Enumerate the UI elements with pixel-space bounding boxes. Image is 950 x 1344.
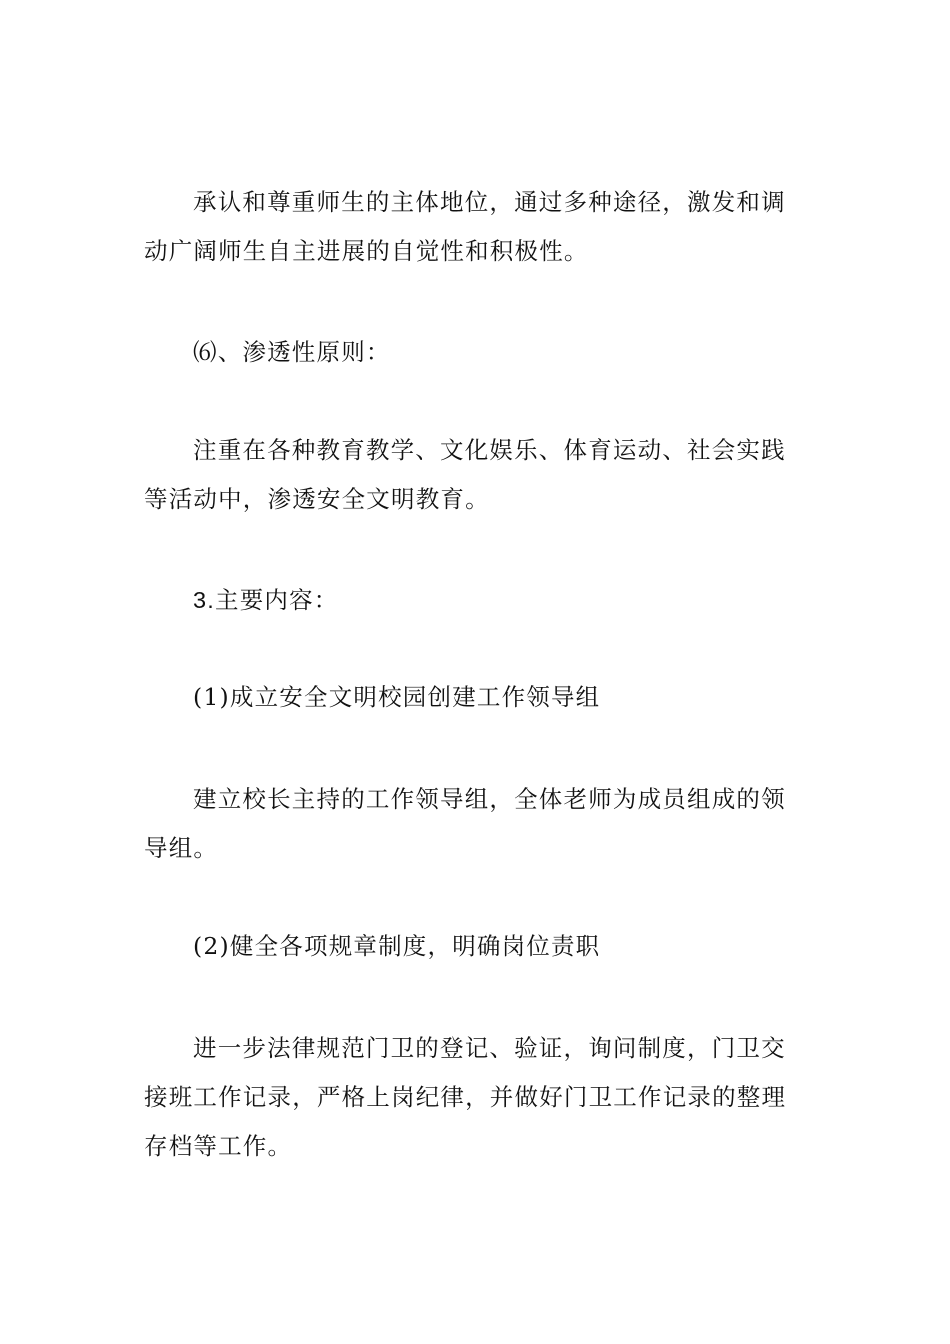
paragraph-penetration-education: 注重在各种教育教学、文化娱乐、体育运动、社会实践等活动中，渗透安全文明教育。 [144,436,786,513]
heading-penetration-principle: ⑹、渗透性原则： [193,338,391,366]
paragraph-leadership-group: 建立校长主持的工作领导组，全体老师为成员组成的领导组。 [144,785,786,862]
heading-main-content: 3.主要内容： [193,587,339,613]
paragraph-subject-status: 承认和尊重师生的主体地位，通过多种途径，激发和调动广阔师生自主进展的自觉性和积极性。 [144,188,786,265]
heading-leadership-group: (1)成立安全文明校园创建工作领导组 [193,683,601,711]
paragraph-gatekeeper-rules: 进一步法律规范门卫的登记、验证，询问制度，门卫交接班工作记录，严格上岗纪律，并做好门卫工作记录的整理存档等工作。 [144,1034,787,1160]
heading-rules-regulations: (2)健全各项规章制度，明确岗位责职 [193,932,601,960]
